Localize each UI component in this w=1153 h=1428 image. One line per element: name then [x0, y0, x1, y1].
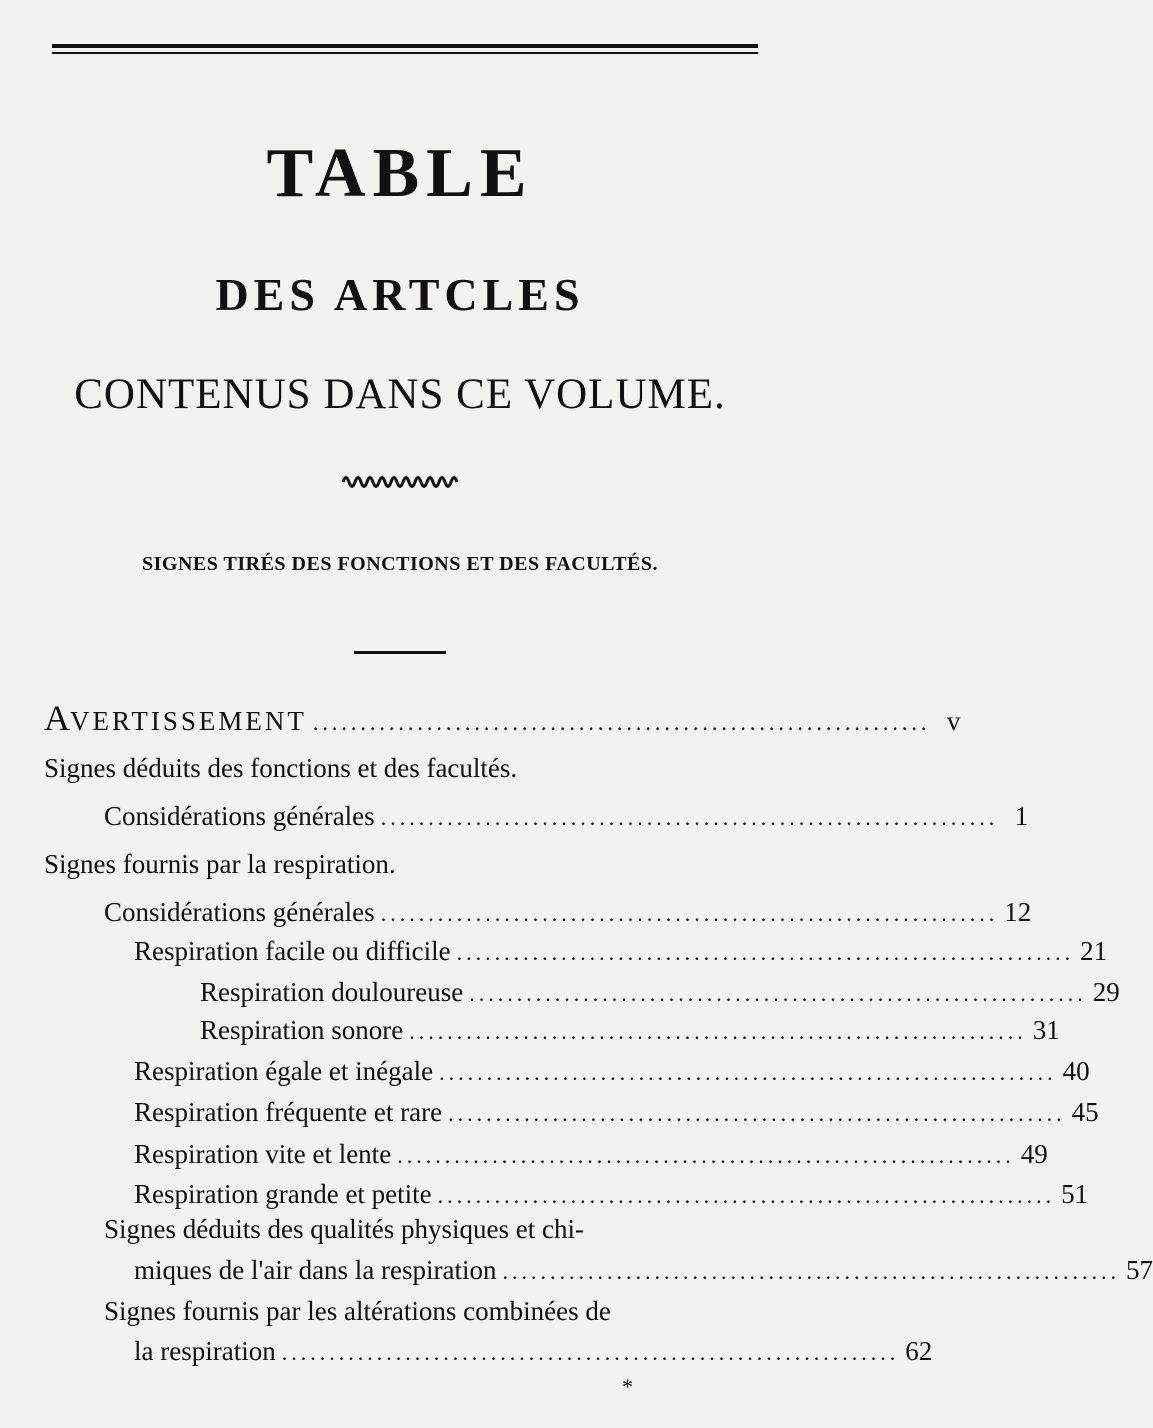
- top-rule-thick: [52, 44, 758, 48]
- toc-page-number: 1: [1014, 801, 1029, 831]
- toc-entry[interactable]: [134, 1177, 1089, 1211]
- toc-entry-label: Respiration vite et lente: [134, 1139, 392, 1169]
- leader-dots: .................................................................: [281, 1340, 900, 1365]
- leader-dots: .................................................................: [439, 1060, 1057, 1085]
- leader-dots: .................................................................: [469, 981, 1087, 1006]
- leader-dots: .................................................................: [380, 901, 999, 926]
- toc-entry[interactable]: [104, 799, 1029, 833]
- short-rule: [354, 651, 446, 654]
- leader-dots: .................................................................: [312, 710, 931, 735]
- leader-dots: .................................................................: [437, 1183, 1056, 1208]
- toc-entry[interactable]: [134, 1054, 1090, 1088]
- toc-entry-label: Respiration douloureuse: [200, 977, 464, 1007]
- toc-entry[interactable]: [200, 975, 1120, 1009]
- toc-entry[interactable]: [104, 895, 1032, 929]
- toc-entry-label: miques de l'air dans la respiration: [134, 1255, 497, 1285]
- page-subtitle-2: CONTENUS DANS CE VOLUME.: [74, 371, 726, 418]
- leader-dots: .................................................................: [397, 1143, 1015, 1168]
- toc-page-number: 49: [1020, 1139, 1048, 1169]
- toc-page-number: 29: [1092, 977, 1120, 1007]
- toc-entry[interactable]: [134, 1095, 1099, 1129]
- toc-page-number: 12: [1004, 897, 1032, 927]
- toc-entry-label: Signes fournis par la respiration.: [44, 849, 396, 879]
- leader-dots: .................................................................: [502, 1259, 1121, 1284]
- toc-page-number: 31: [1032, 1015, 1060, 1045]
- toc-entry-label: Considérations générales: [104, 801, 375, 831]
- toc-page-number: 45: [1071, 1097, 1099, 1127]
- toc-entry-label: Respiration grande et petite: [134, 1179, 432, 1209]
- toc-entry[interactable]: [134, 1334, 933, 1368]
- toc-page-number: 21: [1080, 936, 1108, 966]
- toc-entry-label: Respiration facile ou difficile: [134, 936, 451, 966]
- toc-entry-label: Considérations générales: [104, 897, 375, 927]
- toc-page-number: 62: [905, 1336, 933, 1366]
- toc-entry-label: Signes déduits des fonctions et des facultés.: [44, 753, 518, 783]
- toc-entry[interactable]: [44, 847, 768, 881]
- toc-entry[interactable]: [134, 934, 1108, 968]
- toc-entry[interactable]: [104, 1212, 768, 1246]
- leader-dots: .................................................................: [409, 1019, 1027, 1044]
- toc-entry[interactable]: [44, 751, 768, 785]
- leader-dots: .................................................................: [448, 1101, 1066, 1126]
- top-rule-thin: [52, 52, 758, 54]
- toc-entry[interactable]: [200, 1013, 1060, 1047]
- toc-entry[interactable]: [104, 1294, 768, 1328]
- toc-entry-label: Respiration sonore: [200, 1015, 404, 1045]
- toc-entry-label: AVERTISSEMENT: [44, 698, 307, 738]
- toc-entry[interactable]: [44, 698, 961, 738]
- leader-dots: .................................................................: [380, 805, 999, 830]
- leader-dots: .................................................................: [456, 940, 1075, 965]
- section-heading: SIGNES TIRÉS DES FONCTIONS ET DES FACULTÉS.: [142, 553, 658, 575]
- toc-entry[interactable]: [134, 1137, 1048, 1171]
- page-subtitle: DES ARTCLES: [215, 269, 585, 320]
- toc-entry-label: Respiration fréquente et rare: [134, 1097, 443, 1127]
- toc-page-number: 40: [1062, 1056, 1090, 1086]
- toc-page-number: 57: [1126, 1255, 1153, 1285]
- page-title: TABLE: [266, 135, 534, 212]
- toc-entry-label: Signes déduits des qualités physiques et chi-: [104, 1214, 584, 1244]
- wavy-ornament: [341, 470, 459, 488]
- toc-page-number: v: [946, 706, 961, 736]
- toc-entry[interactable]: [134, 1253, 1153, 1287]
- toc-entry-label: Signes fournis par les altérations combinées de: [104, 1296, 611, 1326]
- toc-page-number: 51: [1061, 1179, 1089, 1209]
- footer-mark: *: [622, 1374, 633, 1399]
- toc-entry-label: Respiration égale et inégale: [134, 1056, 434, 1086]
- toc-entry-label: la respiration: [134, 1336, 276, 1366]
